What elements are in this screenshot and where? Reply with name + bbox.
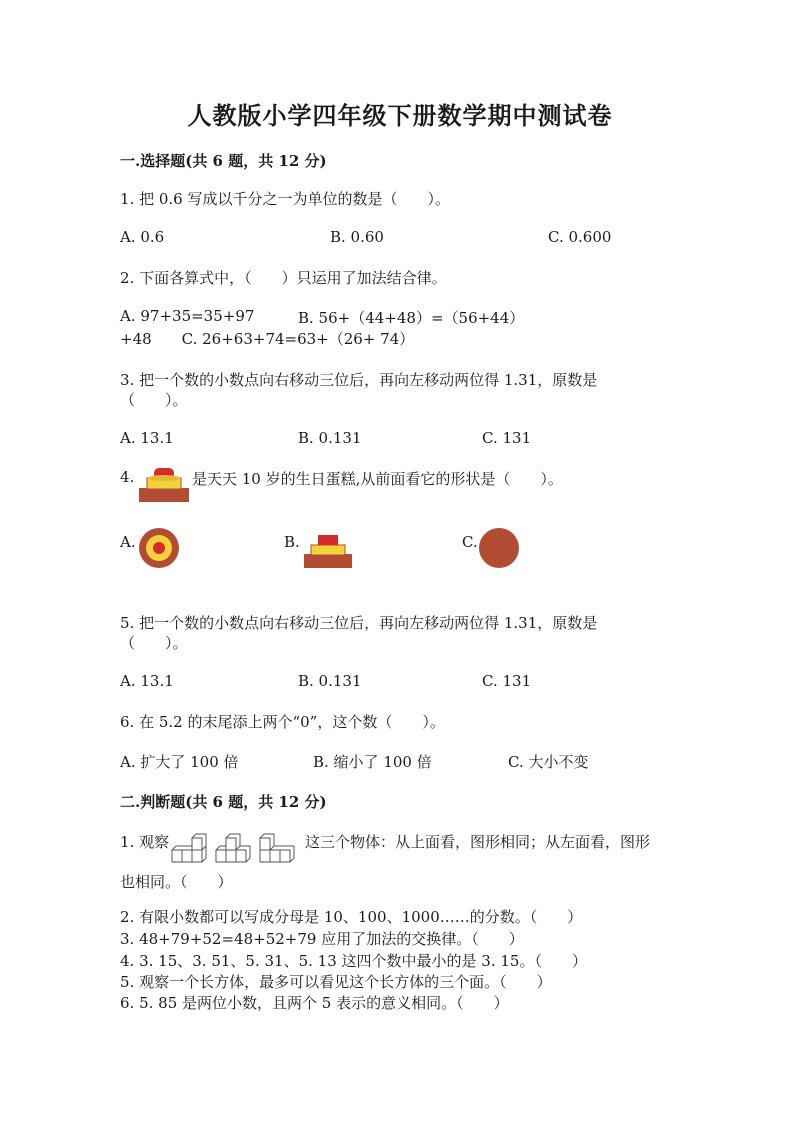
- q6-option-a: A. 扩大了 100 倍: [120, 753, 239, 771]
- q5-option-b: B. 0.131: [298, 672, 362, 690]
- top-view-target-icon: [138, 527, 180, 569]
- q3-option-a: A. 13.1: [120, 429, 174, 447]
- question-5-line2: （ ）。: [120, 634, 188, 652]
- judgement-2: 2. 有限小数都可以写成分母是 10、100、1000……的分数。（ ）: [120, 908, 583, 926]
- judgement-4: 4. 3. 15、3. 51、5. 31、5. 13 这四个数中最小的是 3. 15。（ ）: [120, 952, 587, 970]
- cube-objects-icon: [170, 832, 302, 866]
- q1-option-b: B. 0.60: [330, 228, 384, 246]
- question-6: 6. 在 5.2 的末尾添上两个“0”，这个数（ ）。: [120, 713, 445, 731]
- q4-option-b: B.: [284, 533, 300, 551]
- q4-option-c: C.: [462, 533, 478, 551]
- judgement-1: 这三个物体：从上面看，图形相同；从左面看，图形: [305, 833, 651, 851]
- front-view-stack-icon: [303, 533, 353, 569]
- question-4: 是天天 10 岁的生日蛋糕,从前面看它的形状是（ ）。: [192, 470, 563, 488]
- section-heading-choice: 一.选择题(共 6 题，共 12 分): [120, 152, 327, 170]
- question-4-number: 4.: [120, 468, 135, 486]
- page-title: 人教版小学四年级下册数学期中测试卷: [187, 101, 613, 130]
- question-5: 5. 把一个数的小数点向右移动三位后，再向左移动两位得 1.31，原数是: [120, 614, 598, 632]
- q2-option-c: +48 C. 26+63+74=63+（26+ 74）: [120, 330, 415, 348]
- judgement-1-prefix: 1. 观察: [120, 833, 170, 851]
- q4-option-a: A.: [120, 533, 136, 551]
- birthday-cake-icon: [137, 466, 191, 504]
- q5-option-c: C. 131: [482, 672, 532, 690]
- q3-option-b: B. 0.131: [298, 429, 362, 447]
- q6-option-b: B. 缩小了 100 倍: [313, 753, 432, 771]
- question-2: 2. 下面各算式中，（ ）只运用了加法结合律。: [120, 269, 447, 287]
- judgement-6: 6. 5. 85 是两位小数，且两个 5 表示的意义相同。（ ）: [120, 994, 509, 1012]
- q1-option-c: C. 0.600: [548, 228, 612, 246]
- solid-circle-icon: [478, 527, 520, 569]
- q1-option-a: A. 0.6: [120, 228, 165, 246]
- judgement-1-line2: 也相同。（ ）: [120, 873, 233, 891]
- q3-option-c: C. 131: [482, 429, 532, 447]
- section-heading-judgement: 二.判断题(共 6 题，共 12 分): [120, 793, 327, 811]
- judgement-3: 3. 48+79+52=48+52+79 应用了加法的交换律。（ ）: [120, 930, 524, 948]
- question-3-line2: （ ）。: [120, 391, 188, 409]
- q6-option-c: C. 大小不变: [508, 753, 589, 771]
- question-3: 3. 把一个数的小数点向右移动三位后，再向左移动两位得 1.31，原数是: [120, 371, 598, 389]
- q5-option-a: A. 13.1: [120, 672, 174, 690]
- q2-option-a: A. 97+35=35+97: [120, 307, 255, 325]
- question-1: 1. 把 0.6 写成以千分之一为单位的数是（ ）。: [120, 190, 450, 208]
- judgement-5: 5. 观察一个长方体，最多可以看见这个长方体的三个面。（ ）: [120, 973, 552, 991]
- q2-option-b: B. 56+（44+48）=（56+44）: [298, 309, 525, 327]
